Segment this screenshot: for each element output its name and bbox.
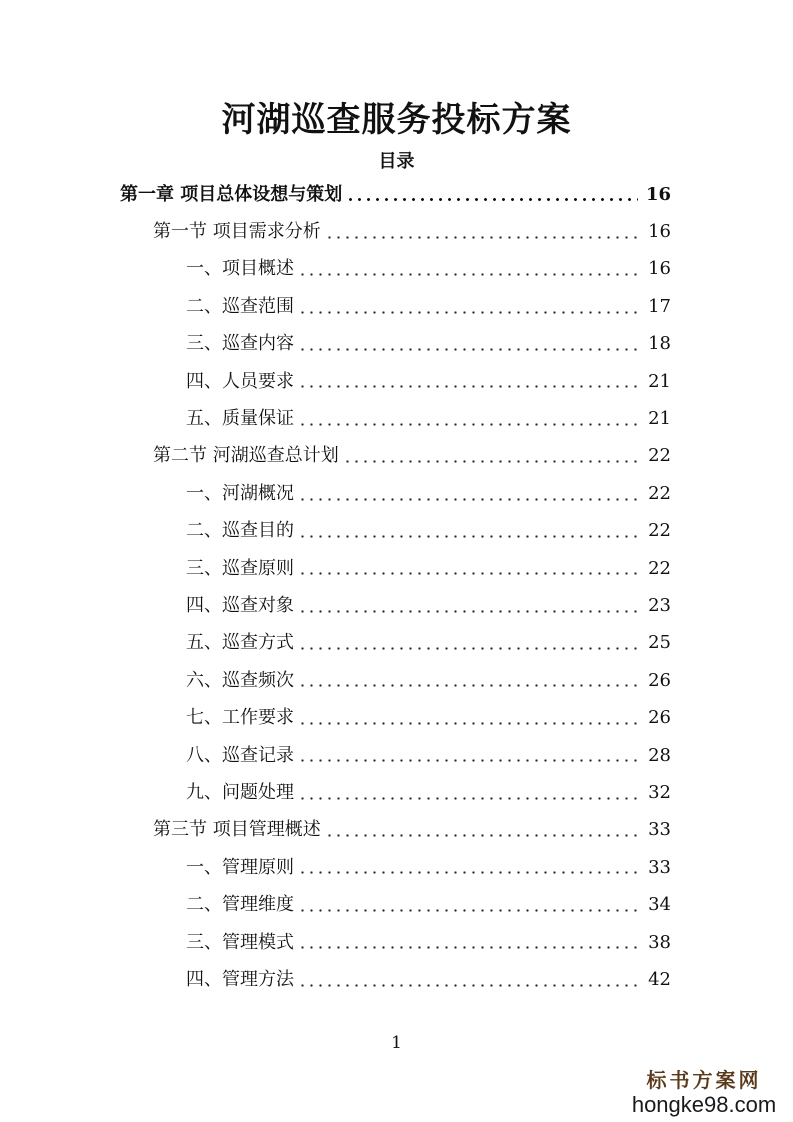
toc-entry-level-3[interactable]	[0, 737, 793, 774]
dot-leader	[298, 535, 640, 538]
toc-entry-level-3[interactable]	[0, 550, 793, 587]
page-number: 1	[391, 1033, 402, 1053]
toc-entry-level-3[interactable]	[0, 924, 793, 961]
dot-leader	[298, 871, 640, 874]
toc-entry-page-number: 32	[648, 781, 671, 803]
toc-entry-page-number: 22	[648, 445, 671, 467]
table-of-contents	[0, 176, 793, 999]
toc-entry-page-number: 26	[648, 669, 671, 691]
dot-leader	[298, 684, 640, 687]
toc-entry-title: 五、质量保证	[186, 408, 294, 430]
toc-entry-level-3[interactable]	[0, 699, 793, 736]
toc-entry-level-3[interactable]	[0, 849, 793, 886]
dot-leader	[298, 385, 640, 388]
document-title: 河湖巡查服务投标方案	[221, 100, 572, 140]
toc-entry-page-number: 26	[648, 707, 671, 729]
toc-entry-title: 二、巡查范围	[186, 295, 294, 317]
dot-leader	[298, 984, 640, 987]
dot-leader	[298, 909, 640, 912]
watermark-url: hongke98.com	[631, 1092, 777, 1117]
toc-entry-level-2[interactable]	[0, 213, 793, 250]
toc-entry-title: 第一节 项目需求分析	[153, 221, 321, 243]
dot-leader	[343, 460, 640, 463]
dot-leader	[298, 273, 640, 276]
dot-leader	[298, 572, 640, 575]
toc-entry-title: 三、巡查内容	[186, 333, 294, 355]
toc-entry-page-number: 23	[648, 594, 671, 616]
toc-entry-level-2[interactable]	[0, 438, 793, 475]
toc-entry-title: 二、管理维度	[186, 894, 294, 916]
toc-entry-level-3[interactable]	[0, 251, 793, 288]
toc-entry-level-3[interactable]	[0, 662, 793, 699]
dot-leader	[298, 722, 640, 725]
toc-entry-level-3[interactable]	[0, 961, 793, 998]
dot-leader	[346, 198, 638, 201]
watermark-site-name: 标书方案网	[646, 1068, 762, 1092]
toc-entry-page-number: 21	[648, 370, 671, 392]
toc-entry-title: 五、巡查方式	[186, 632, 294, 654]
toc-entry-page-number: 38	[648, 931, 671, 953]
dot-leader	[298, 423, 640, 426]
toc-entry-title: 三、巡查原则	[186, 557, 294, 579]
toc-entry-level-3[interactable]	[0, 587, 793, 624]
toc-entry-title: 二、巡查目的	[186, 520, 294, 542]
toc-entry-title: 三、管理模式	[186, 931, 294, 953]
toc-entry-page-number: 42	[648, 968, 671, 990]
toc-entry-level-1[interactable]	[0, 176, 793, 213]
toc-entry-page-number: 22	[648, 557, 671, 579]
toc-entry-page-number: 16	[645, 183, 671, 205]
watermark	[629, 1068, 779, 1118]
toc-entry-level-3[interactable]	[0, 513, 793, 550]
toc-entry-level-3[interactable]	[0, 475, 793, 512]
toc-entry-title: 四、管理方法	[186, 968, 294, 990]
toc-entry-level-3[interactable]	[0, 288, 793, 325]
dot-leader	[298, 797, 640, 800]
toc-entry-page-number: 22	[648, 520, 671, 542]
toc-entry-page-number: 17	[648, 295, 671, 317]
toc-entry-page-number: 34	[648, 894, 671, 916]
toc-entry-title: 一、管理原则	[186, 856, 294, 878]
dot-leader	[325, 834, 640, 837]
toc-entry-title: 第三节 项目管理概述	[153, 819, 321, 841]
toc-entry-page-number: 33	[648, 819, 671, 841]
toc-entry-title: 七、工作要求	[186, 707, 294, 729]
toc-entry-title: 一、河湖概况	[186, 482, 294, 504]
toc-entry-level-3[interactable]	[0, 363, 793, 400]
dot-leader	[298, 498, 640, 501]
dot-leader	[298, 348, 640, 351]
toc-entry-page-number: 25	[648, 632, 671, 654]
toc-entry-page-number: 21	[648, 408, 671, 430]
toc-entry-level-3[interactable]	[0, 625, 793, 662]
toc-entry-page-number: 16	[648, 221, 671, 243]
dot-leader	[298, 647, 640, 650]
toc-entry-title: 四、人员要求	[186, 370, 294, 392]
toc-entry-title: 八、巡查记录	[186, 744, 294, 766]
toc-entry-title: 六、巡查频次	[186, 669, 294, 691]
toc-entry-level-2[interactable]	[0, 812, 793, 849]
toc-entry-title: 四、巡查对象	[186, 594, 294, 616]
toc-entry-level-3[interactable]	[0, 774, 793, 811]
toc-entry-page-number: 18	[648, 333, 671, 355]
dot-leader	[298, 759, 640, 762]
toc-entry-page-number: 28	[648, 744, 671, 766]
dot-leader	[298, 311, 640, 314]
toc-heading: 目录	[378, 151, 415, 172]
toc-entry-level-3[interactable]	[0, 886, 793, 923]
toc-entry-page-number: 22	[648, 482, 671, 504]
toc-entry-title: 第一章 项目总体设想与策划	[120, 183, 343, 205]
toc-entry-level-3[interactable]	[0, 400, 793, 437]
toc-entry-page-number: 33	[648, 856, 671, 878]
toc-entry-title: 一、项目概述	[186, 258, 294, 280]
toc-entry-level-3[interactable]	[0, 326, 793, 363]
toc-entry-title: 第二节 河湖巡查总计划	[153, 445, 339, 467]
dot-leader	[325, 236, 640, 239]
toc-entry-title: 九、问题处理	[186, 781, 294, 803]
dot-leader	[298, 610, 640, 613]
toc-entry-page-number: 16	[648, 258, 671, 280]
dot-leader	[298, 946, 640, 949]
